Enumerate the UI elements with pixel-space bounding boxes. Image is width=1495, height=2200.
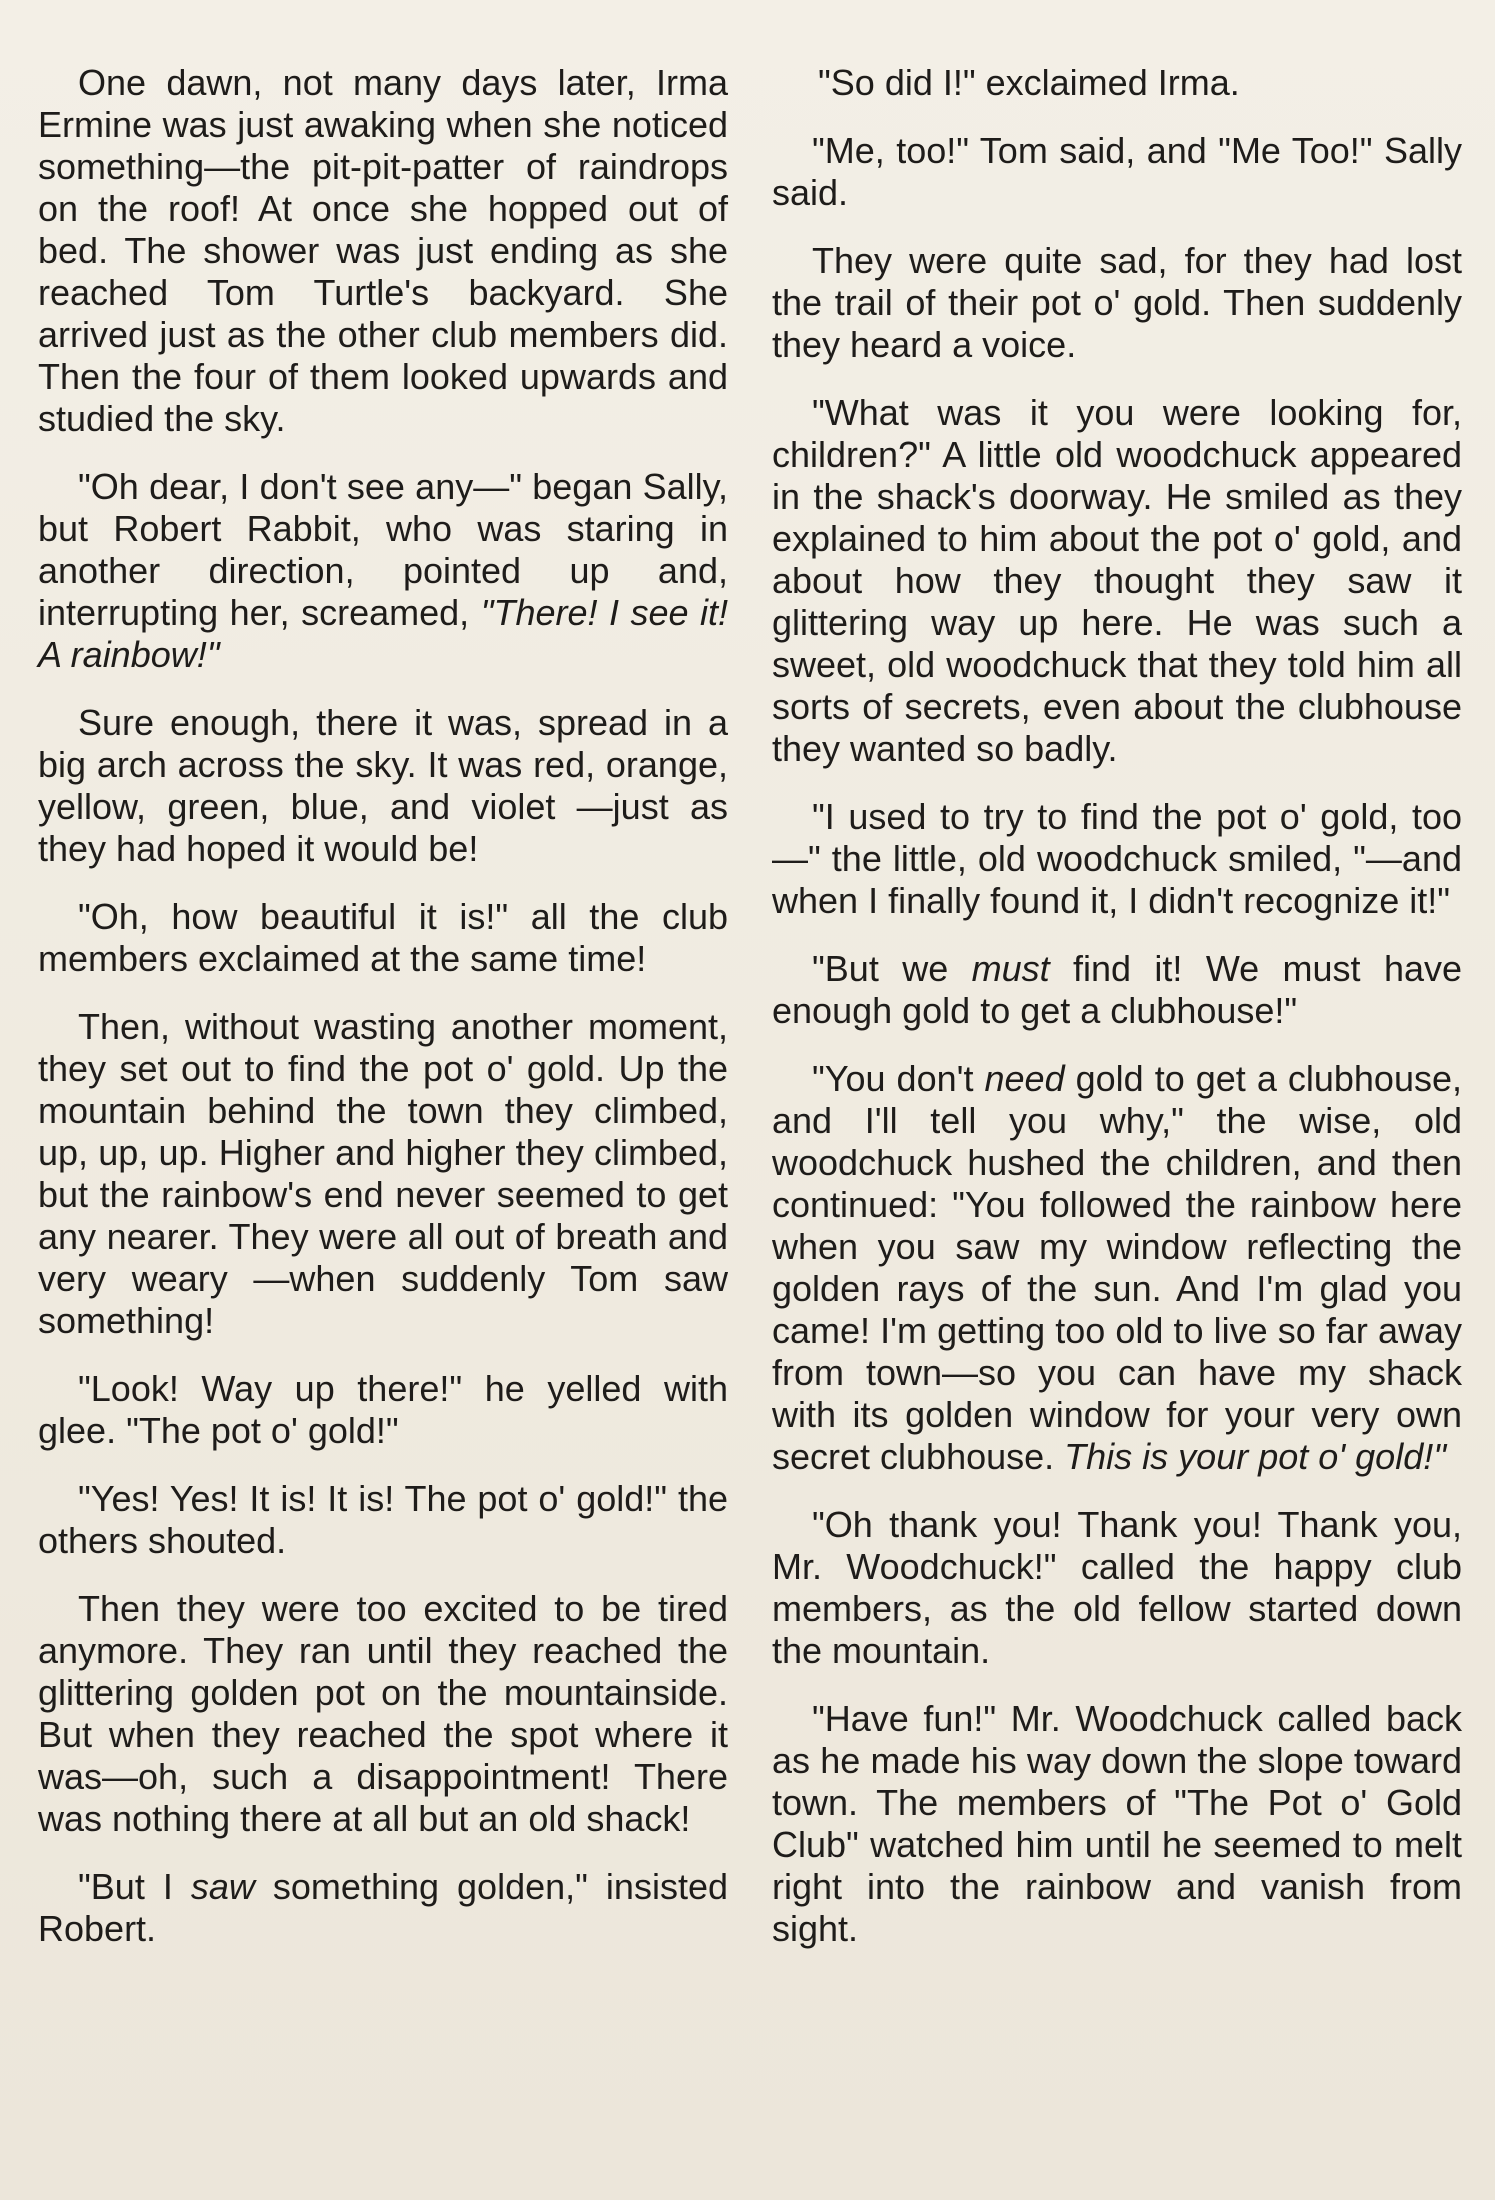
emphasis-text: This is your pot o' gold!": [1064, 1436, 1447, 1477]
emphasis-text: need: [984, 1058, 1065, 1099]
emphasis-text: "There! I see it! A rainbow!": [38, 592, 728, 675]
paragraph-old-shack: Then they were too excited to be tired anymore. They ran until they reached the glittering golden pot on the mountainside. But when they reached the spot where it was—oh, such a disappointment! There was nothing there at all but an old shack!: [38, 1588, 728, 1839]
paragraph-yes-it-is: "Yes! Yes! It is! It is! The pot o' gold!" the others shouted.: [38, 1478, 728, 1561]
paragraph-dawn-rain: One dawn, not many days later, Irma Ermine was just awaking when she noticed something—the pit-pit-patter of raindrops on the roof! At once she hopped out of bed. The shower was just ending as she reached Tom Turtle's backyard. She arrived just as the other club members did. Then the four of them looked upwards and studied the sky.: [38, 62, 728, 439]
paragraph-thank-you: "Oh thank you! Thank you! Thank you, Mr. Woodchuck!" called the happy club members, as the old fellow started down the mountain.: [772, 1504, 1462, 1671]
paragraph-look-up-there: "Look! Way up there!" he yelled with glee. "The pot o' gold!": [38, 1368, 728, 1451]
paragraph-we-must: [772, 948, 1462, 1032]
paragraph-used-to-try: "I used to try to find the pot o' gold, too—" the little, old woodchuck smiled, "—and when I finally found it, I didn't recognize it!": [772, 796, 1462, 921]
paragraph-text: "But we: [812, 948, 972, 989]
paragraph-text: "But I: [78, 1866, 191, 1907]
paragraph-beautiful: "Oh, how beautiful it is!" all the club members exclaimed at the same time!: [38, 896, 728, 979]
paragraph-quite-sad: They were quite sad, for they had lost the trail of their pot o' gold. Then suddenly they heard a voice.: [772, 240, 1462, 365]
paragraph-dont-need-gold: [772, 1058, 1462, 1478]
emphasis-text: saw: [190, 1866, 255, 1907]
paragraph-climb: Then, without wasting another moment, they set out to find the pot o' gold. Up the mountain behind the town they climbed, up, up, up. Higher and higher they climbed, but the rainbow's end never seemed to get any nearer. They were all out of breath and very weary —when suddenly Tom saw something!: [38, 1006, 728, 1341]
paragraph-so-did-i: "So did I!" exclaimed Irma.: [818, 62, 1240, 103]
paragraph-text: "Oh dear, I don't see any—" began Sally, but Robert Rabbit, who was staring in another direction, pointed up and, interrupting her, screamed,: [38, 466, 728, 633]
paragraph-text: something golden," insisted Robert.: [38, 1866, 728, 1949]
paragraph-rainbow-colors: Sure enough, there it was, spread in a big arch across the sky. It was red, orange, yellow, green, blue, and violet —just as they had hoped it would be!: [38, 702, 728, 869]
paragraph-sally-robert: [38, 466, 728, 676]
emphasis-text: must: [971, 948, 1050, 989]
paragraph-text: "You don't: [812, 1058, 985, 1099]
paragraph-robert-insisted: [38, 1866, 728, 1950]
paragraph-have-fun: "Have fun!" Mr. Woodchuck called back as he made his way down the slope toward town. The members of "The Pot o' Gold Club" watched him until he seemed to melt right into the rainbow and vanish from sight.: [772, 1698, 1462, 1949]
paragraph-me-too: "Me, too!" Tom said, and "Me Too!" Sally said.: [772, 130, 1462, 213]
paragraph-text: find it! We must have enough gold to get a clubhouse!": [772, 948, 1463, 1031]
right-column: [772, 62, 1462, 1976]
left-column: [38, 62, 728, 1976]
paragraph-woodchuck-appears: "What was it you were looking for, children?" A little old woodchuck appeared in the shack's doorway. He smiled as they explained to him about the pot o' gold, and about how they thought they saw it glittering way up here. He was such a sweet, old woodchuck that they told him all sorts of secrets, even about the clubhouse they wanted so badly.: [772, 392, 1462, 769]
paragraph-text: gold to get a clubhouse, and I'll tell you why," the wise, old woodchuck hushed the children, and then continued: "You followed the rainbow here when you saw my window reflecting the golden rays of the sun. And I'm glad you came! I'm getting too old to live so far away from town—so you can have my shack with its golden window for your very own secret clubhouse.: [772, 1058, 1462, 1477]
